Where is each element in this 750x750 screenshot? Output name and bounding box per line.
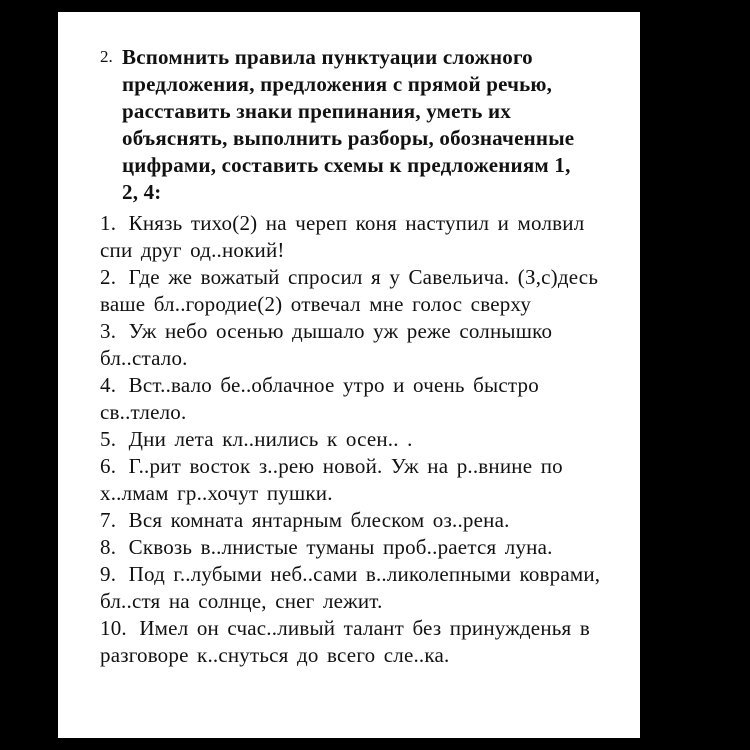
- sentence-list: [100, 210, 640, 669]
- task-instructions: Вспомнить правила пунктуации сложного предложения, предложения с прямой речью, расставить знаки препинания, уметь их объяснять, выполнить разборы, обозначенные цифрами, составить схемы к предложениям 1, 2, 4:: [122, 45, 575, 204]
- sentence-text: Вст..вало бе..облачное утро и очень быстро св..тлело.: [100, 373, 539, 424]
- sentence-text: Под г..лубыми неб..сами в..ликолепными коврами, бл..стя на солнце, снег лежит.: [100, 562, 601, 613]
- sentence-text: Где же вожатый спросил я у Савельича. (З,с)десь ваше бл..городие(2) отвечал мне голос сверху: [100, 265, 599, 316]
- sentence-item: [100, 561, 620, 615]
- sentence-item: [100, 453, 620, 507]
- sentence-text: Дни лета кл..нились к осен.. .: [128, 427, 413, 451]
- sentence-number: 7.: [100, 508, 117, 532]
- sentence-text: Уж небо осенью дышало уж реже солнышко бл..стало.: [100, 319, 553, 370]
- sentence-text: Имел он счас..ливый талант без принужденья в разговоре к..снуться до всего сле..ка.: [100, 616, 590, 667]
- sentence-text: Г..рит восток з..рею новой. Уж на р..внине по х..лмам гр..хочут пушки.: [100, 454, 563, 505]
- sentence-text: Сквозь в..лнистые туманы проб..рается луна.: [128, 535, 553, 559]
- task-number: 2.: [100, 47, 113, 66]
- sentence-number: 5.: [100, 427, 117, 451]
- sentence-number: 2.: [100, 265, 117, 289]
- sentence-text: Князь тихо(2) на череп коня наступил и молвил спи друг од..нокий!: [100, 211, 585, 262]
- sentence-number: 8.: [100, 535, 117, 559]
- sentence-item: [100, 318, 620, 372]
- sentence-item: [100, 615, 620, 669]
- sentence-number: 9.: [100, 562, 117, 586]
- sentence-number: 6.: [100, 454, 117, 478]
- sentence-number: 10.: [100, 616, 127, 640]
- document-page: [58, 12, 640, 738]
- sentence-number: 4.: [100, 373, 117, 397]
- sentence-item: [100, 534, 620, 561]
- sentence-item: [100, 264, 620, 318]
- sentence-text: Вся комната янтарным блеском оз..рена.: [128, 508, 510, 532]
- task-heading: [100, 44, 640, 206]
- sentence-item: [100, 507, 620, 534]
- sentence-item: [100, 426, 620, 453]
- sentence-item: [100, 372, 620, 426]
- sentence-item: [100, 210, 620, 264]
- sentence-number: 1.: [100, 211, 117, 235]
- sentence-number: 3.: [100, 319, 117, 343]
